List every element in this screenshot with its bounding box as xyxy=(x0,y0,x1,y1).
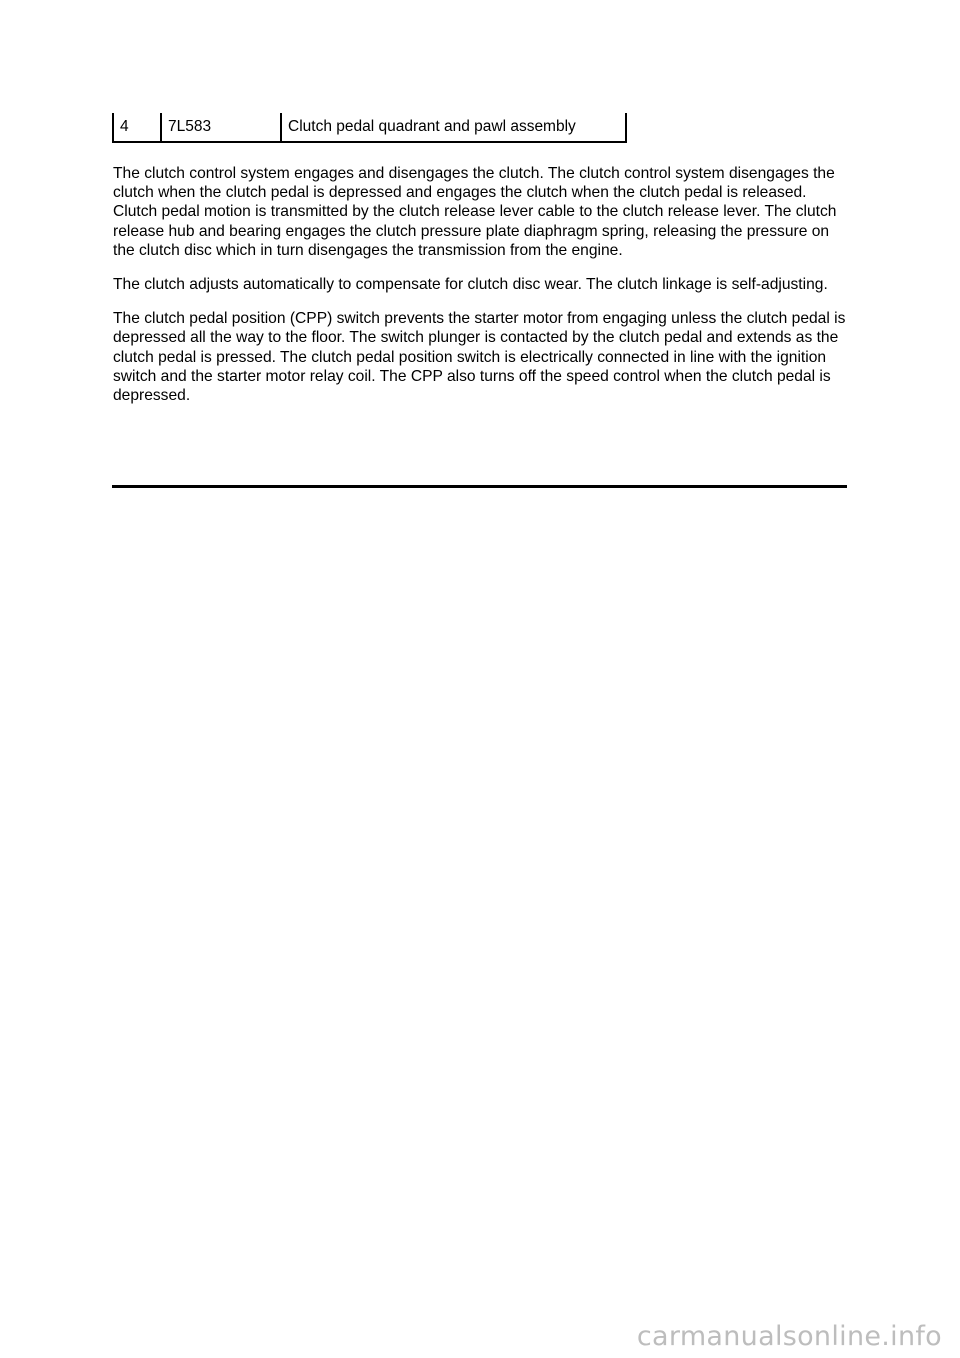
paragraph-self-adjusting: The clutch adjusts automatically to compensate for clutch disc wear. The clutch linkage is self-adjusting. xyxy=(113,276,828,294)
paragraph-cpp-switch: The clutch pedal position (CPP) switch prevents the starter motor from engaging unless the clutch pedal is depressed all the way to the floor. The switch plunger is contacted by the clutch pedal and extends as the clutch pedal is pressed. The clutch pedal position switch is electrically connected in line with the ignition switch and the starter motor relay coil. The CPP also turns off the speed control when the clutch pedal is depressed. xyxy=(113,310,846,405)
parts-table xyxy=(112,113,627,143)
watermark: carmanualsonline.info xyxy=(636,1321,942,1352)
part-number-cell: 7L583 xyxy=(161,113,281,142)
description-cell: Clutch pedal quadrant and pawl assembly xyxy=(281,113,626,142)
table-row xyxy=(113,113,626,142)
item-number-cell: 4 xyxy=(113,113,161,142)
section-divider xyxy=(112,485,847,488)
paragraph-clutch-control: The clutch control system engages and disengages the clutch. The clutch control system disengages the clutch when the clutch pedal is depressed and engages the clutch when the clutch pedal is released. Clutch pedal motion is transmitted by the clutch release lever cable to the clutch release lever. The clutch release hub and bearing engages the clutch pressure plate diaphragm spring, releasing the pressure on the clutch disc which in turn disengages the transmission from the engine. xyxy=(113,165,837,259)
body-text xyxy=(113,164,853,420)
